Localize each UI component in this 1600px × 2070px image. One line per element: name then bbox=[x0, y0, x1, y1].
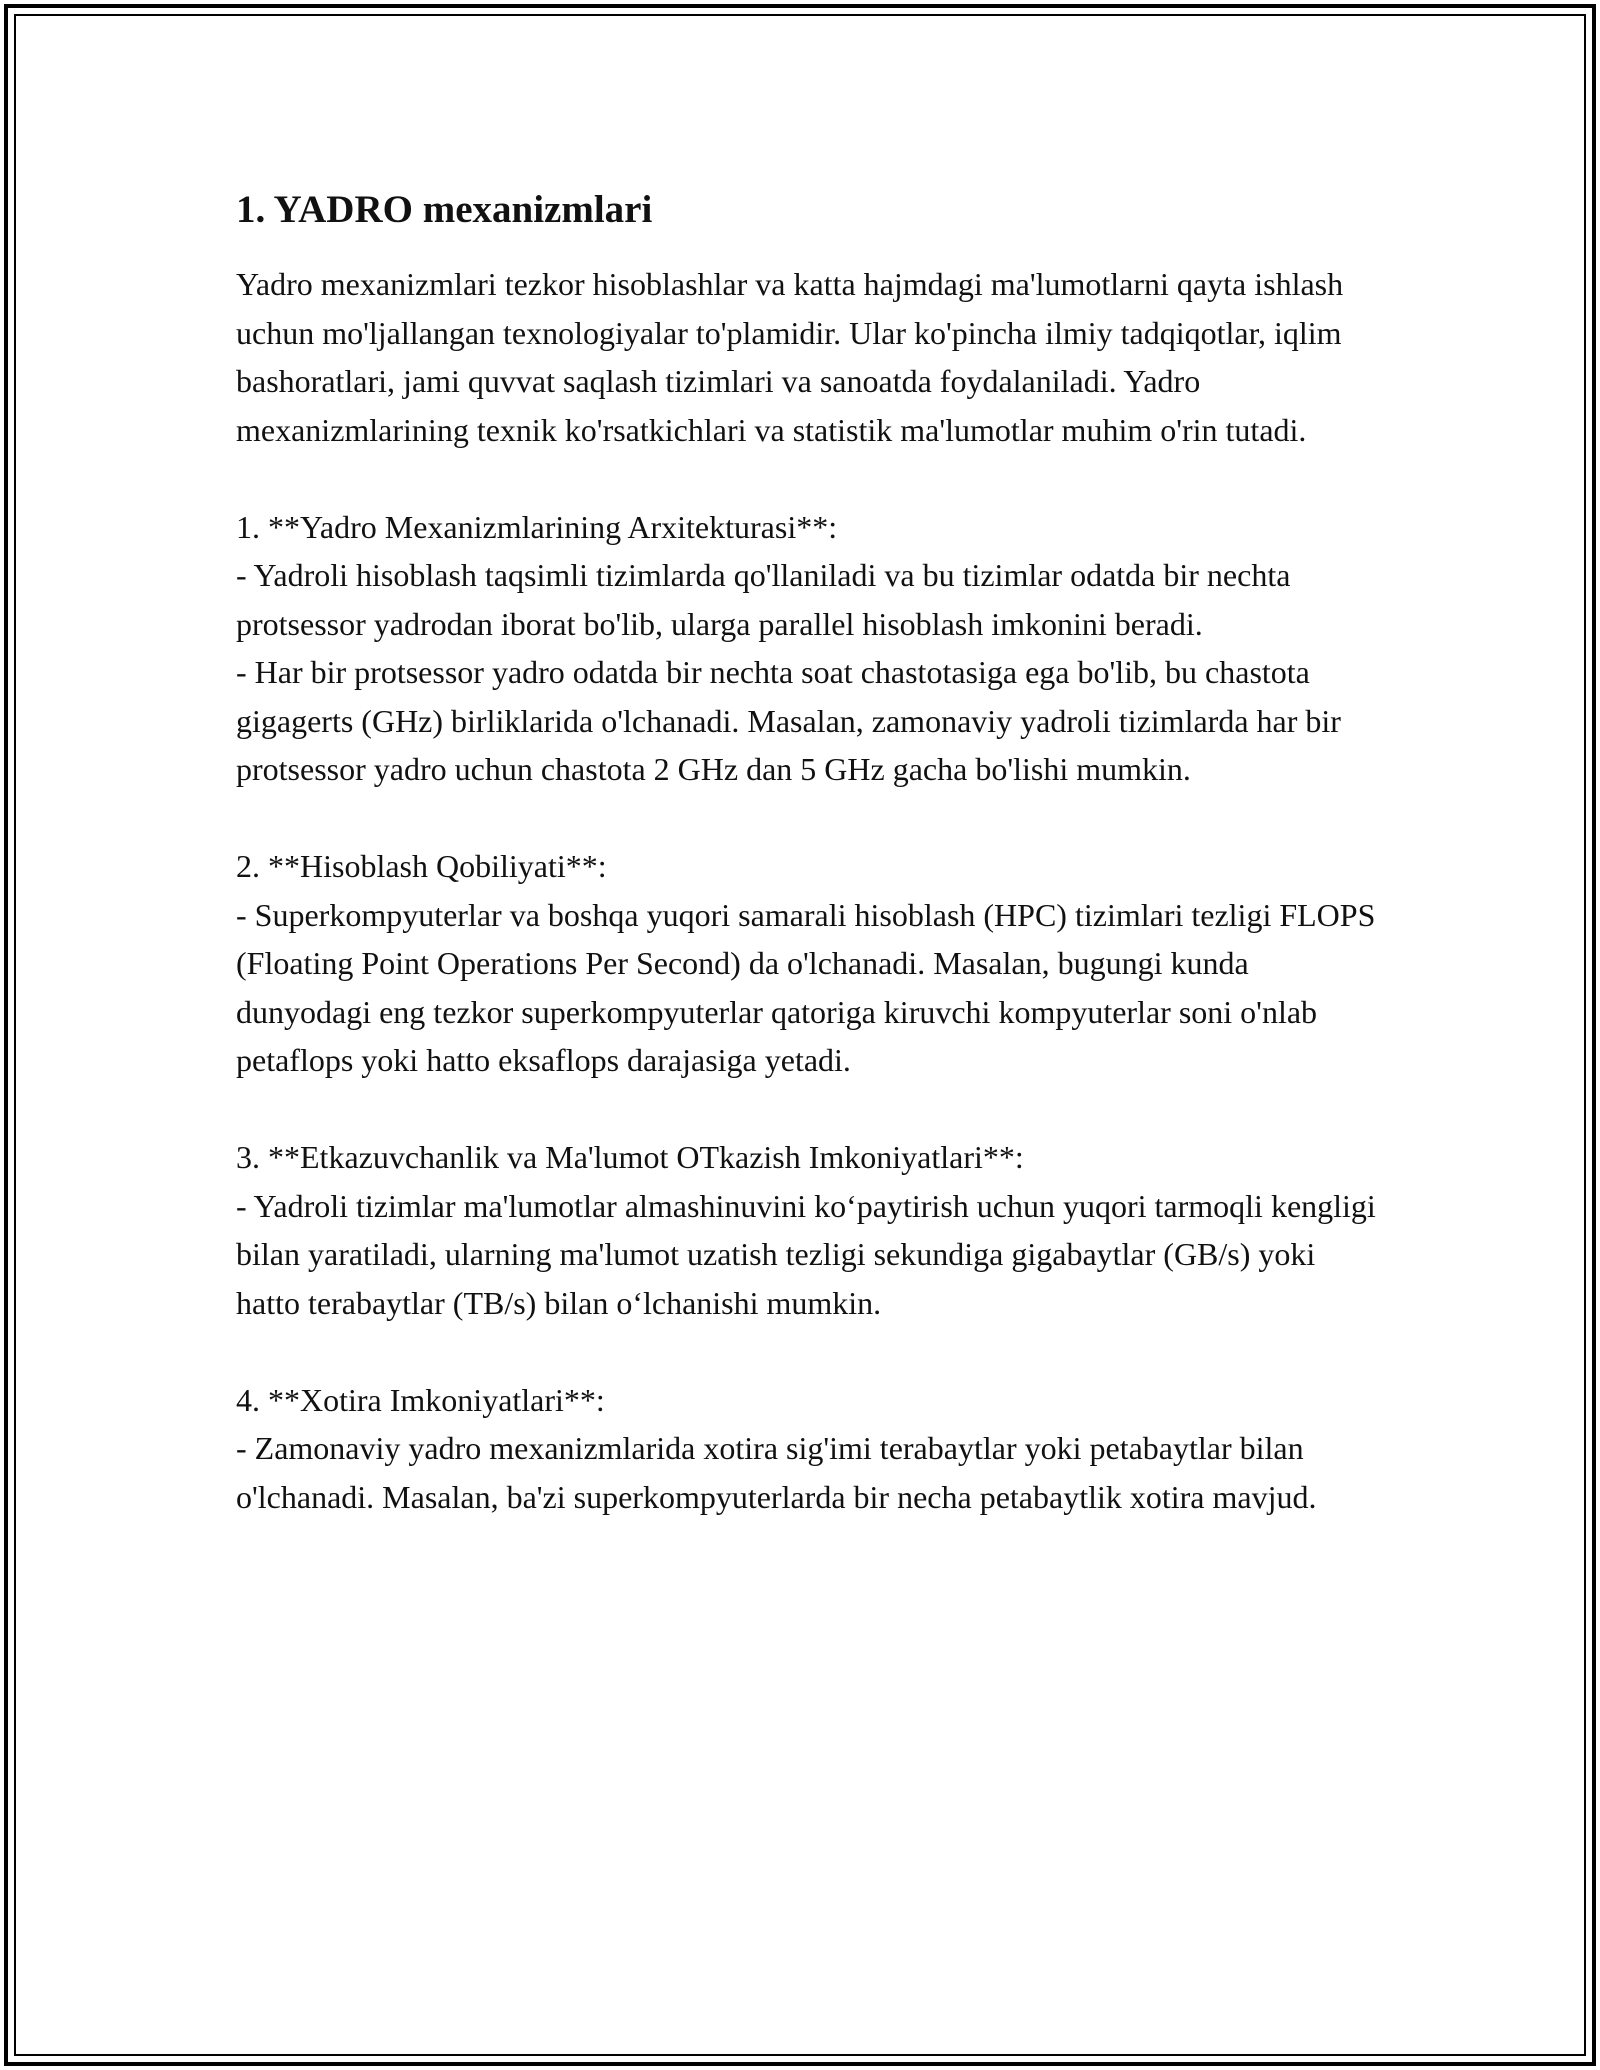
spacer bbox=[236, 1327, 1376, 1376]
section-heading: 4. **Xotira Imkoniyatlari**: bbox=[236, 1381, 605, 1418]
section-computing-capability bbox=[236, 842, 1376, 1085]
spacer bbox=[236, 794, 1376, 843]
section-throughput bbox=[236, 1133, 1376, 1327]
document-body bbox=[236, 186, 1376, 1521]
document-title: 1. YADRO mexanizmlari bbox=[236, 188, 653, 231]
section-heading: 1. **Yadro Mexanizmlarining Arxitekturasi**: bbox=[236, 508, 838, 545]
section-heading: 2. **Hisoblash Qobiliyati**: bbox=[236, 848, 607, 884]
bullet-item: - Superkompyuterlar va boshqa yuqori samarali hisoblash (HPC) tizimlari tezligi FLOPS (Floating Point Operations Per Second) da o'lchanadi. Masalan, bugungi kunda dunyodagi eng tezkor superkompyuterlar qatoriga kiruvchi kompyuterlar soni o'nlab petaflops yoki hatto eksaflops darajasiga yetadi. bbox=[236, 896, 1376, 1078]
section-architecture bbox=[236, 503, 1376, 794]
bullet-item: - Yadroli tizimlar ma'lumotlar almashinuvini ko‘paytirish uchun yuqori tarmoqli kengligi bilan yaratiladi, ularning ma'lumot uzatish tezligi sekundiga gigabaytlar (GB/s) yoki hatto terabaytlar (TB/s) bilan o‘lchanishi mumkin. bbox=[236, 1187, 1376, 1321]
bullet-item: - Yadroli hisoblash taqsimli tizimlarda qo'llaniladi va bu tizimlar odatda bir nechta protsessor yadrodan iborat bo'lib, ularga parallel hisoblash imkonini beradi. bbox=[236, 557, 1291, 642]
section-memory bbox=[236, 1376, 1376, 1522]
spacer bbox=[236, 1085, 1376, 1134]
intro-paragraph: Yadro mexanizmlari tezkor hisoblashlar va katta hajmdagi ma'lumotlarni qayta ishlash uchun mo'ljallangan texnologiyalar to'plamidir. Ular ko'pincha ilmiy tadqiqotlar, iqlim bashoratlari, jami quvvat saqlash tizimlari va sanoatda foydalaniladi. Yadro mexanizmlarining texnik ko'rsatkichlari va statistik ma'lumotlar muhim o'rin tutadi. bbox=[236, 266, 1344, 448]
spacer bbox=[236, 454, 1376, 503]
section-heading: 3. **Etkazuvchanlik va Ma'lumot OTkazish Imkoniyatlari**: bbox=[236, 1139, 1024, 1175]
bullet-item: - Har bir protsessor yadro odatda bir nechta soat chastotasiga ega bo'lib, bu chastota gigagerts (GHz) birliklarida o'lchanadi. Masalan, zamonaviy yadroli tizimlarda har bir protsessor yadro uchun chastota 2 GHz dan 5 GHz gacha bo'lishi mumkin. bbox=[236, 654, 1341, 787]
bullet-item: - Zamonaviy yadro mexanizmlarida xotira sig'imi terabaytlar yoki petabaytlar bilan o'lchanadi. Masalan, ba'zi superkompyuterlarda bir necha petabaytlik xotira mavjud. bbox=[236, 1430, 1317, 1515]
